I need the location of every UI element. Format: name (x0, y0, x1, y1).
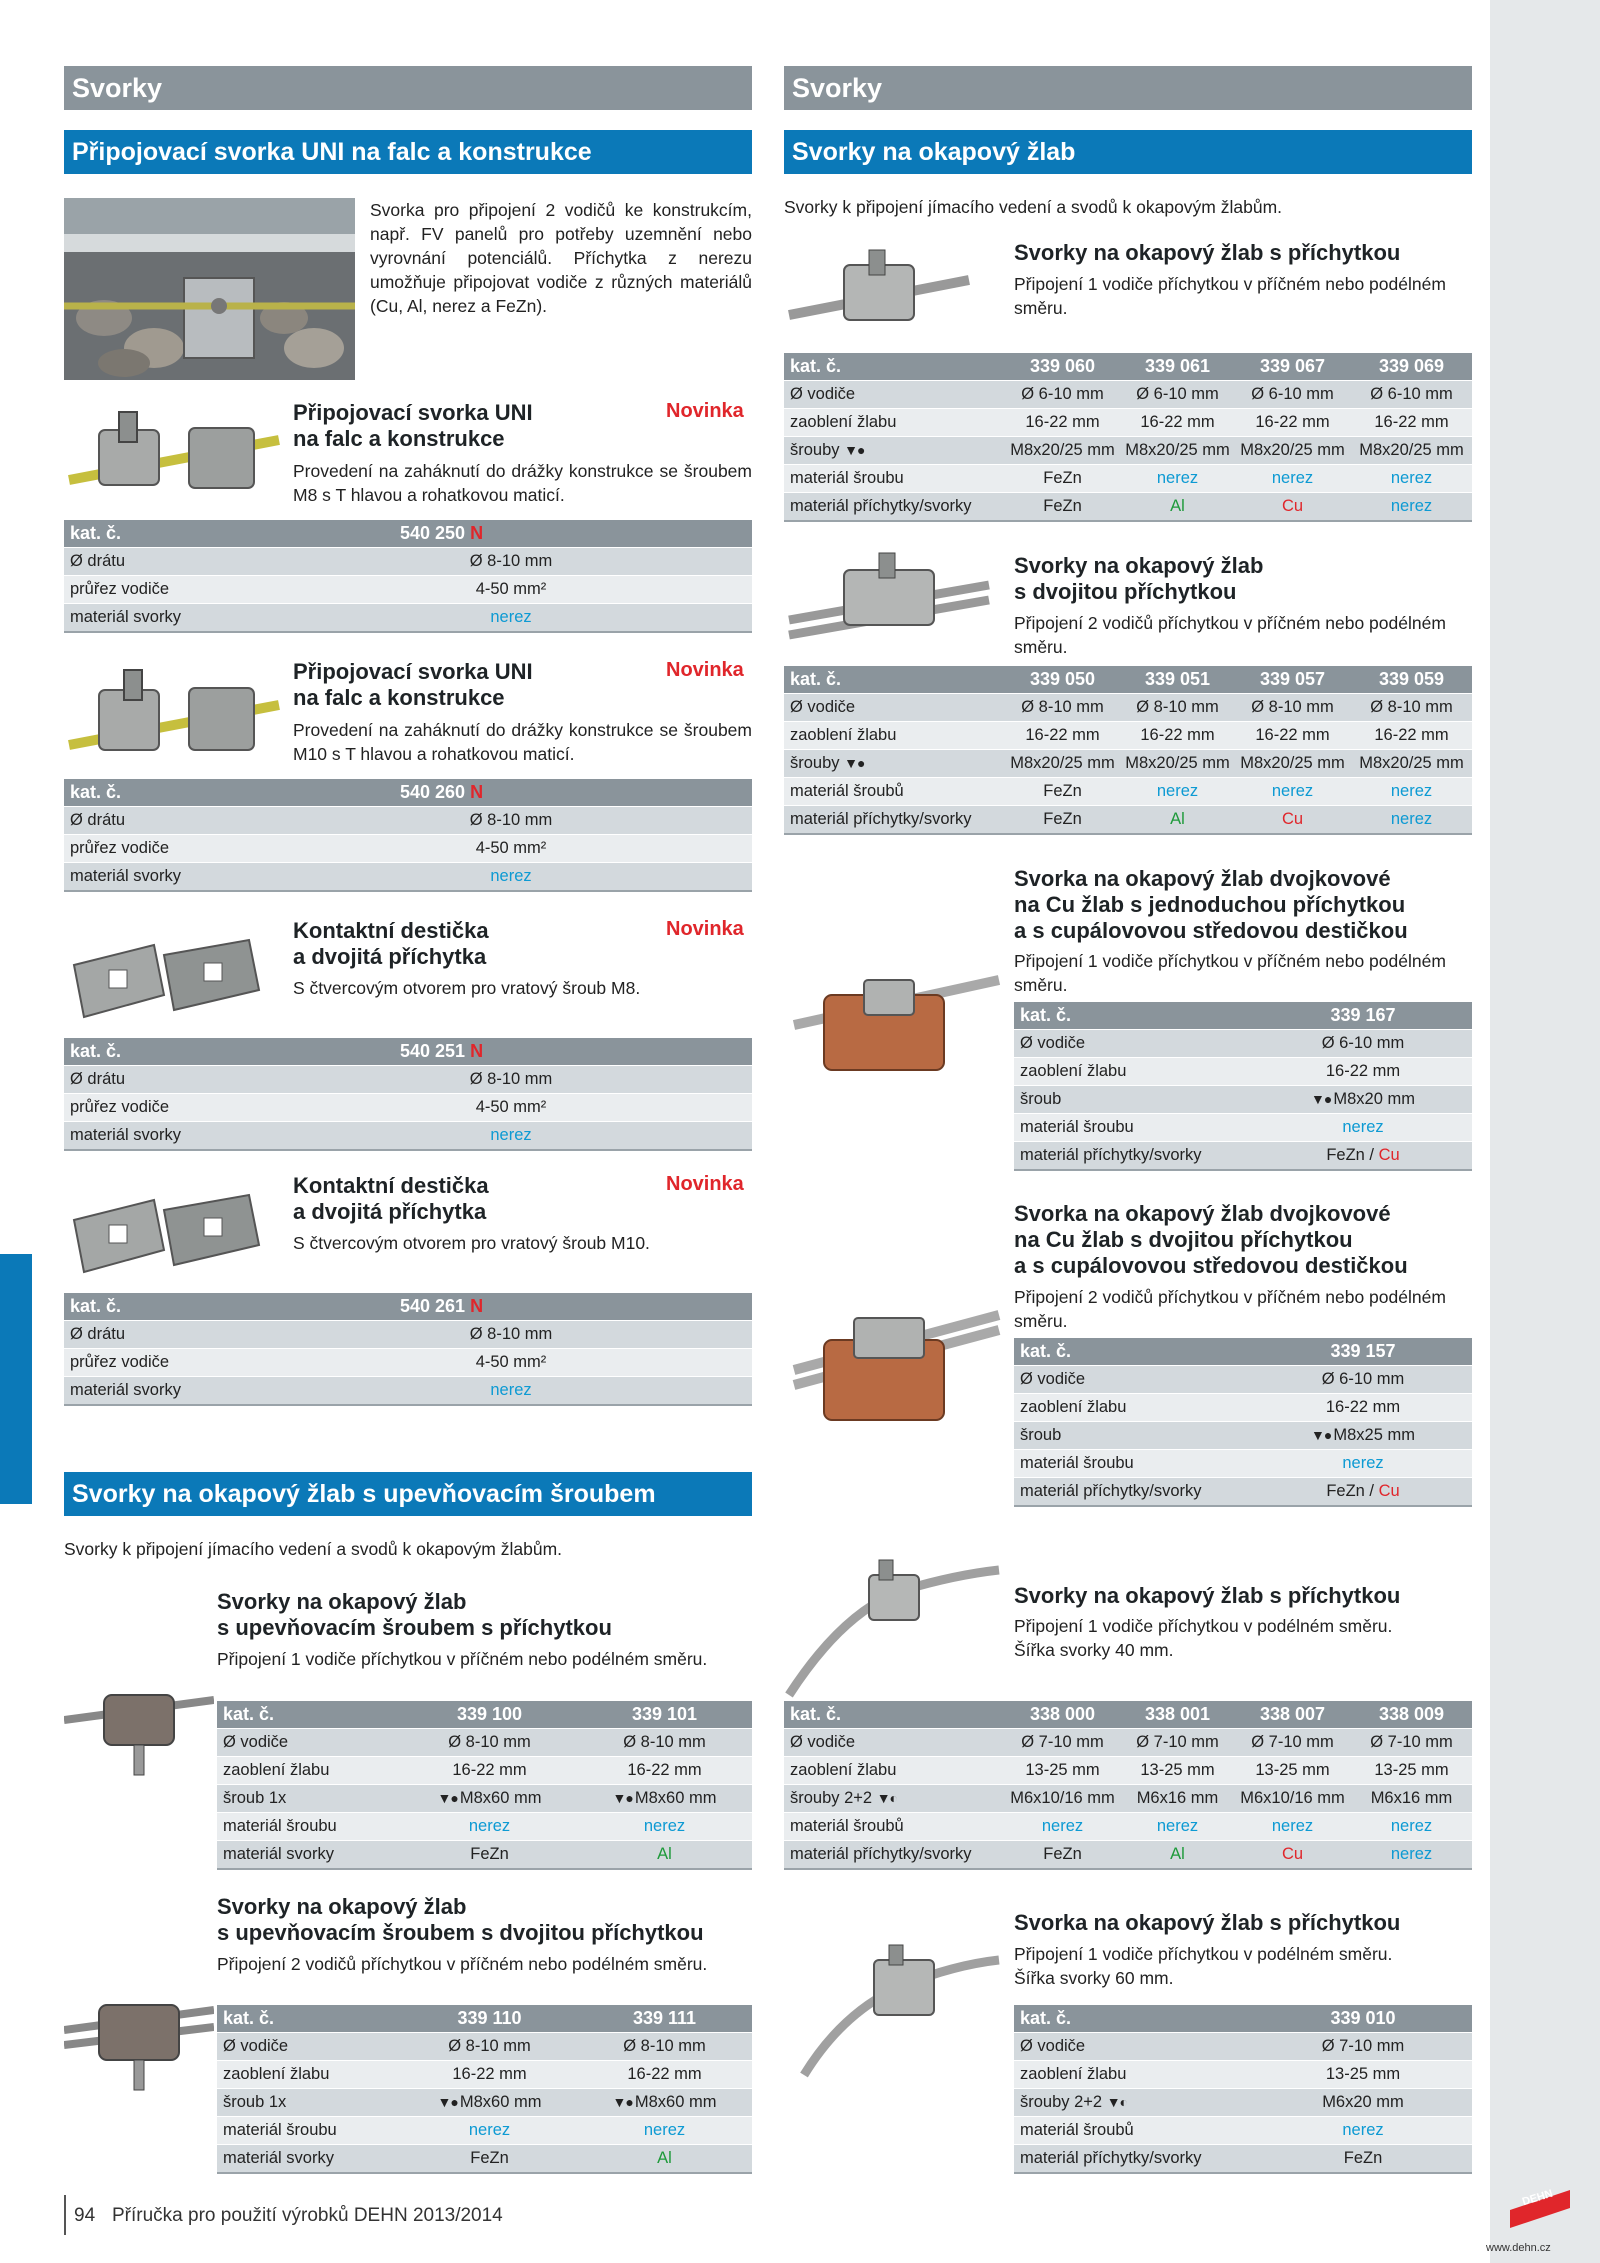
screw-head-icon: ▼● (844, 442, 865, 458)
spec-table-339100: kat. č. 339 100 339 101 Ø vodiče Ø 8-10 mm Ø 8-10 mm zaoblení žlabu 16-22 mm 16-22 mm šroub 1x ▼● M8x60 mm ▼● M8x60 mm materiál šroubu nerez nerez materiál svorky FeZn Al (217, 1701, 752, 1870)
screw-head-icon: ▼◐ (876, 1790, 898, 1806)
spec-table-540261: kat. č. 540 261 N Ø drátu Ø 8-10 mm průřez vodiče 4-50 mm² materiál svorky nerez (64, 1293, 752, 1406)
right-intro: Svorky k připojení jímacího vedení a svodů k okapovým žlabům. (784, 197, 1283, 217)
product-photo-339100 (64, 1660, 214, 1780)
spec-table-339060: kat. č. 339 060 339 061 339 067 339 069 Ø vodiče Ø 6-10 mm Ø 6-10 mm Ø 6-10 mm Ø 6-10 mm zaoblení žlabu 16-22 mm 16-22 mm 16-22 mm 16-22 mm šrouby ▼● M8x20/25 mm M8x20/25 mm M8x20/25 mm M8x20/25 mm materiál šroubu FeZn nerez nerez nerez materiál příchytky/svorky FeZn Al Cu nerez (784, 353, 1472, 522)
screw-head-icon: ▼● (612, 1790, 633, 1806)
left-section2-intro: Svorky k připojení jímacího vedení a svodů k okapovým žlabům. (64, 1539, 563, 1559)
product-title: Svorky na okapový žlab s upevňovacím šroubem s příchytkou (217, 1589, 612, 1640)
left-section2-header: Svorky na okapový žlab s upevňovacím šroubem (64, 1472, 752, 1516)
spec-table-540250: kat. č. 540 250 N Ø drátu Ø 8-10 mm průřez vodiče 4-50 mm² materiál svorky nerez (64, 520, 752, 633)
product-desc: Připojení 1 vodiče příchytkou v příčném nebo podélném směru. (1014, 951, 1446, 995)
spec-table-540260: kat. č. 540 260 N Ø drátu Ø 8-10 mm průřez vodiče 4-50 mm² materiál svorky nerez (64, 779, 752, 892)
product-desc: Připojení 2 vodičů příchytkou v příčném nebo podélném směru. (1014, 613, 1446, 657)
right-margin-strip (1490, 0, 1600, 2263)
screw-head-icon: ▼● (612, 2094, 633, 2110)
product-desc: Připojení 1 vodiče příchytkou v podélném směru. Šířka svorky 60 mm. (1014, 1944, 1393, 1988)
footer-divider (64, 2195, 66, 2235)
page-number: 94 (74, 2205, 96, 2226)
screw-head-icon: ▼● (437, 2094, 458, 2110)
product-photo-339167 (784, 960, 1004, 1080)
solar-panel-photo (64, 198, 355, 380)
screw-head-icon: ▼● (1311, 1091, 1332, 1107)
product-desc: Připojení 2 vodičů příchytkou v příčném nebo podélném směru. (1014, 1287, 1446, 1331)
product-desc: Připojení 1 vodiče příchytkou v příčném nebo podélném směru. (217, 1649, 708, 1669)
screw-head-icon: ▼◐ (1106, 2094, 1128, 2110)
right-section-header: Svorky (784, 66, 1472, 110)
spec-table-540251: kat. č. 540 251 N Ø drátu Ø 8-10 mm průřez vodiče 4-50 mm² materiál svorky nerez (64, 1038, 752, 1151)
product-photo-540250 (64, 400, 284, 510)
product-photo-339110 (64, 1975, 214, 2095)
product-photo-540261 (64, 1180, 264, 1280)
dehn-logo (1500, 2170, 1580, 2240)
product-photo-339060 (784, 240, 974, 340)
screw-head-icon: ▼● (844, 755, 865, 771)
product-desc: Provedení na zaháknutí do drážky konstrukce se šroubem M8 s T hlavou a rohatkovou maticí. (293, 461, 752, 505)
spec-table-339157: kat. č. 339 157 Ø vodiče Ø 6-10 mm zaoblení žlabu 16-22 mm šroub ▼● M8x25 mm materiál šroubu nerez materiál příchytky/svorky FeZn / Cu (1014, 1338, 1472, 1507)
product-desc: Připojení 2 vodičů příchytkou v příčném nebo podélném směru. (217, 1954, 708, 1974)
product-photo-540251 (64, 925, 264, 1025)
product-title: Svorka na okapový žlab s příchytkou (1014, 1910, 1401, 1935)
spec-table-339010: kat. č. 339 010 Ø vodiče Ø 7-10 mm zaoblení žlabu 13-25 mm šrouby 2+2 ▼◐ M6x20 mm materiál šroubů nerez materiál příchytky/svorky FeZn (1014, 2005, 1472, 2174)
novinka-badge: Novinka (666, 400, 744, 422)
product-title: Svorky na okapový žlab s upevňovacím šroubem s dvojitou příchytkou (217, 1894, 704, 1945)
left-intro-text: Svorka pro připojení 2 vodičů ke konstrukcím, např. FV panelů pro potřeby uzemnění nebo vyrovnání potenciálů. Příchytka z nerezu umožňuje připojovat vodiče z různých materiálů (Cu, Al, nerez a FeZn). (370, 200, 752, 316)
product-title: Svorka na okapový žlab dvojkovové na Cu žlab s dvojitou příchytkou a s cupálovovou středovou destičkou (1014, 1201, 1408, 1278)
product-title: Svorka na okapový žlab dvojkovové na Cu žlab s jednoduchou příchytkou a s cupálovovou středovou destičkou (1014, 866, 1408, 943)
spec-table-339050: kat. č. 339 050 339 051 339 057 339 059 Ø vodiče Ø 8-10 mm Ø 8-10 mm Ø 8-10 mm Ø 8-10 mm zaoblení žlabu 16-22 mm 16-22 mm 16-22 mm 16-22 mm šrouby ▼● M8x20/25 mm M8x20/25 mm M8x20/25 mm M8x20/25 mm materiál šroubů FeZn nerez nerez nerez materiál příchytky/svorky FeZn Al Cu nerez (784, 666, 1472, 835)
chapter-tab (0, 1254, 32, 1504)
footer-title: Příručka pro použití výrobků DEHN 2013/2014 (112, 2205, 503, 2226)
product-photo-540260 (64, 660, 284, 770)
product-desc: S čtvercovým otvorem pro vratový šroub M8. (293, 978, 641, 998)
product-desc: S čtvercovým otvorem pro vratový šroub M10. (293, 1233, 650, 1253)
spec-table-339167: kat. č. 339 167 Ø vodiče Ø 6-10 mm zaoblení žlabu 16-22 mm šroub ▼● M8x20 mm materiál šroubu nerez materiál příchytky/svorky FeZn / Cu (1014, 1002, 1472, 1171)
product-desc: Připojení 1 vodiče příchytkou v příčném nebo podélném směru. (1014, 274, 1446, 318)
right-sub-header: Svorky na okapový žlab (784, 130, 1472, 174)
novinka-badge: Novinka (666, 1173, 744, 1195)
product-title: Svorky na okapový žlab s dvojitou příchytkou (1014, 553, 1264, 604)
product-desc: Připojení 1 vodiče příchytkou v podélném směru. Šířka svorky 40 mm. (1014, 1616, 1393, 1660)
product-title: Kontaktní destička a dvojitá příchytka (293, 918, 489, 969)
product-photo-339050 (784, 545, 994, 650)
dehn-logo-text: DEHN (1520, 2187, 1555, 2209)
product-title: Svorky na okapový žlab s příchytkou (1014, 240, 1401, 265)
spec-table-338000: kat. č. 338 000 338 001 338 007 338 009 Ø vodiče Ø 7-10 mm Ø 7-10 mm Ø 7-10 mm Ø 7-10 mm zaoblení žlabu 13-25 mm 13-25 mm 13-25 mm 13-25 mm šrouby 2+2 ▼◐ M6x10/16 mm M6x16 mm M6x10/16 mm M6x16 mm materiál šroubů nerez nerez nerez nerez materiál příchytky/svorky FeZn Al Cu nerez (784, 1701, 1472, 1870)
novinka-badge: Novinka (666, 918, 744, 940)
product-desc: Provedení na zaháknutí do drážky konstrukce se šroubem M10 s T hlavou a rohatkovou maticí. (293, 720, 752, 764)
product-photo-338000 (784, 1550, 1004, 1700)
product-title: Připojovací svorka UNI na falc a konstrukce (293, 400, 533, 451)
footer-url: www.dehn.cz (1486, 2242, 1551, 2254)
novinka-badge: Novinka (666, 659, 744, 681)
product-title: Svorky na okapový žlab s příchytkou (1014, 1583, 1401, 1608)
product-photo-339010 (784, 1930, 1004, 2080)
screw-head-icon: ▼● (1311, 1427, 1332, 1443)
left-sub-header: Připojovací svorka UNI na falc a konstrukce (64, 130, 752, 174)
screw-head-icon: ▼● (437, 1790, 458, 1806)
product-photo-339157 (784, 1300, 1004, 1430)
product-title: Připojovací svorka UNI na falc a konstrukce (293, 659, 533, 710)
product-title: Kontaktní destička a dvojitá příchytka (293, 1173, 489, 1224)
spec-table-339110: kat. č. 339 110 339 111 Ø vodiče Ø 8-10 mm Ø 8-10 mm zaoblení žlabu 16-22 mm 16-22 mm šroub 1x ▼● M8x60 mm ▼● M8x60 mm materiál šroubu nerez nerez materiál svorky FeZn Al (217, 2005, 752, 2174)
left-section-header: Svorky (64, 66, 752, 110)
